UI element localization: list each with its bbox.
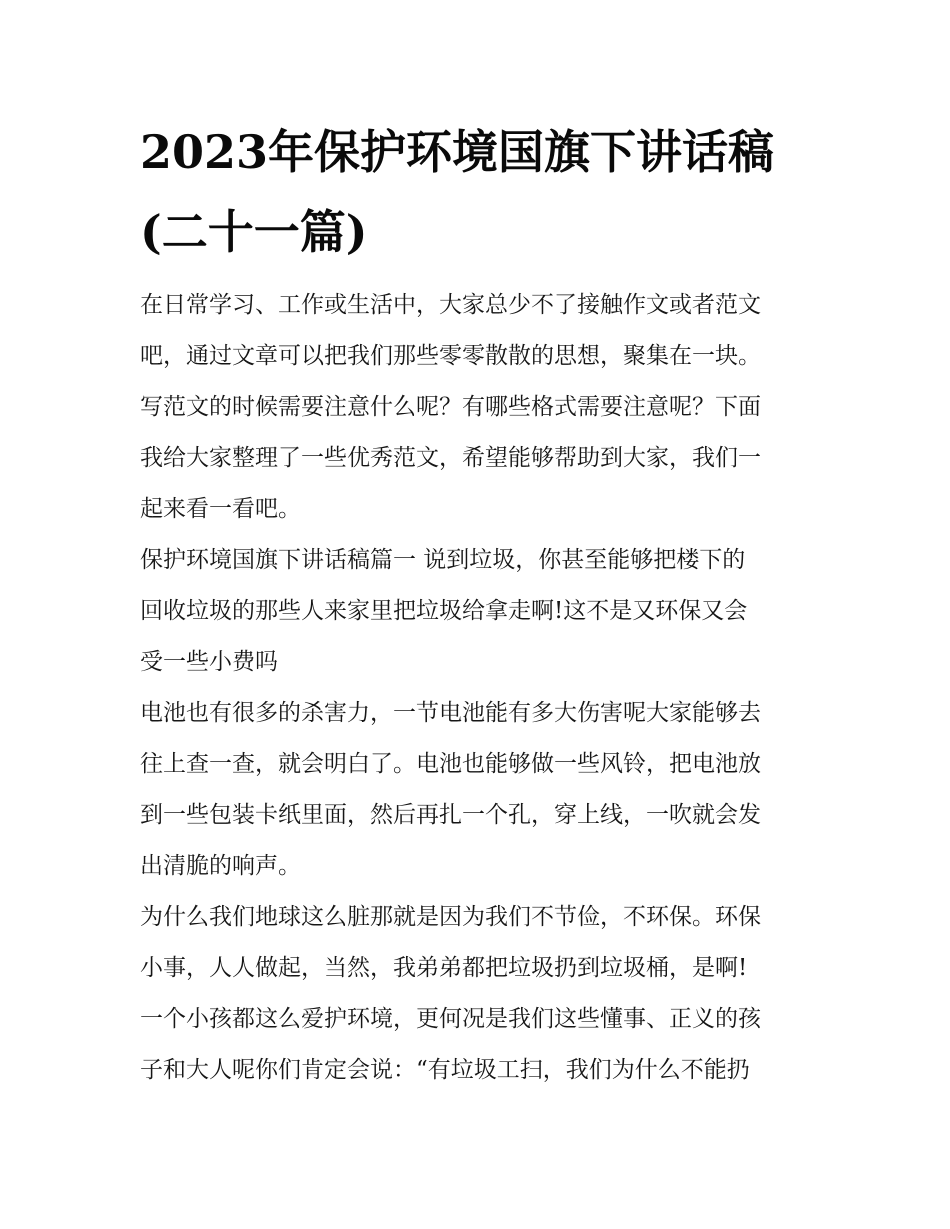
paragraph-intro xyxy=(140,280,812,535)
document-content xyxy=(140,112,812,1096)
text-line: 到一些包装卡纸里面，然后再扎一个孔，穿上线，一吹就会发 xyxy=(140,802,761,828)
text-line: 出清脆的响声。 xyxy=(140,853,301,879)
title-line: (二十一篇) xyxy=(140,205,368,259)
text-line: 起来看一看吧。 xyxy=(140,496,301,522)
title-line: 2023年保护环境国旗下讲话稿 xyxy=(140,125,775,179)
text-line: 保护环境国旗下讲话稿篇一 说到垃圾，你甚至能够把楼下的 xyxy=(140,547,746,573)
text-line: 子和大人呢你们肯定会说：“有垃圾工扫，我们为什么不能扔 xyxy=(140,1057,750,1083)
text-line: 吧，通过文章可以把我们那些零零散散的思想，聚集在一块。 xyxy=(140,343,761,369)
text-line: 在日常学习、工作或生活中，大家总少不了接触作文或者范文 xyxy=(140,292,761,318)
text-line: 回收垃圾的那些人来家里把垃圾给拿走啊!这不是又环保又会 xyxy=(140,598,748,624)
text-line: 受一些小费吗 xyxy=(140,649,278,675)
paragraph-speech-one xyxy=(140,535,812,688)
text-line: 写范文的时候需要注意什么呢？有哪些格式需要注意呢？下面 xyxy=(140,394,761,420)
paragraph-earth xyxy=(140,892,812,1096)
text-line: 为什么我们地球这么脏那就是因为我们不节俭，不环保。环保 xyxy=(140,904,761,930)
document-title xyxy=(140,112,812,272)
document-body xyxy=(140,280,812,1096)
text-line: 一个小孩都这么爱护环境，更何况是我们这些懂事、正义的孩 xyxy=(140,1006,761,1032)
text-line: 电池也有很多的杀害力，一节电池能有多大伤害呢大家能够去 xyxy=(140,700,761,726)
text-line: 我给大家整理了一些优秀范文，希望能够帮助到大家，我们一 xyxy=(140,445,761,471)
text-line: 小事，人人做起，当然，我弟弟都把垃圾扔到垃圾桶，是啊! xyxy=(140,955,748,981)
text-line: 往上查一查，就会明白了。电池也能够做一些风铃，把电池放 xyxy=(140,751,761,777)
paragraph-battery xyxy=(140,688,812,892)
